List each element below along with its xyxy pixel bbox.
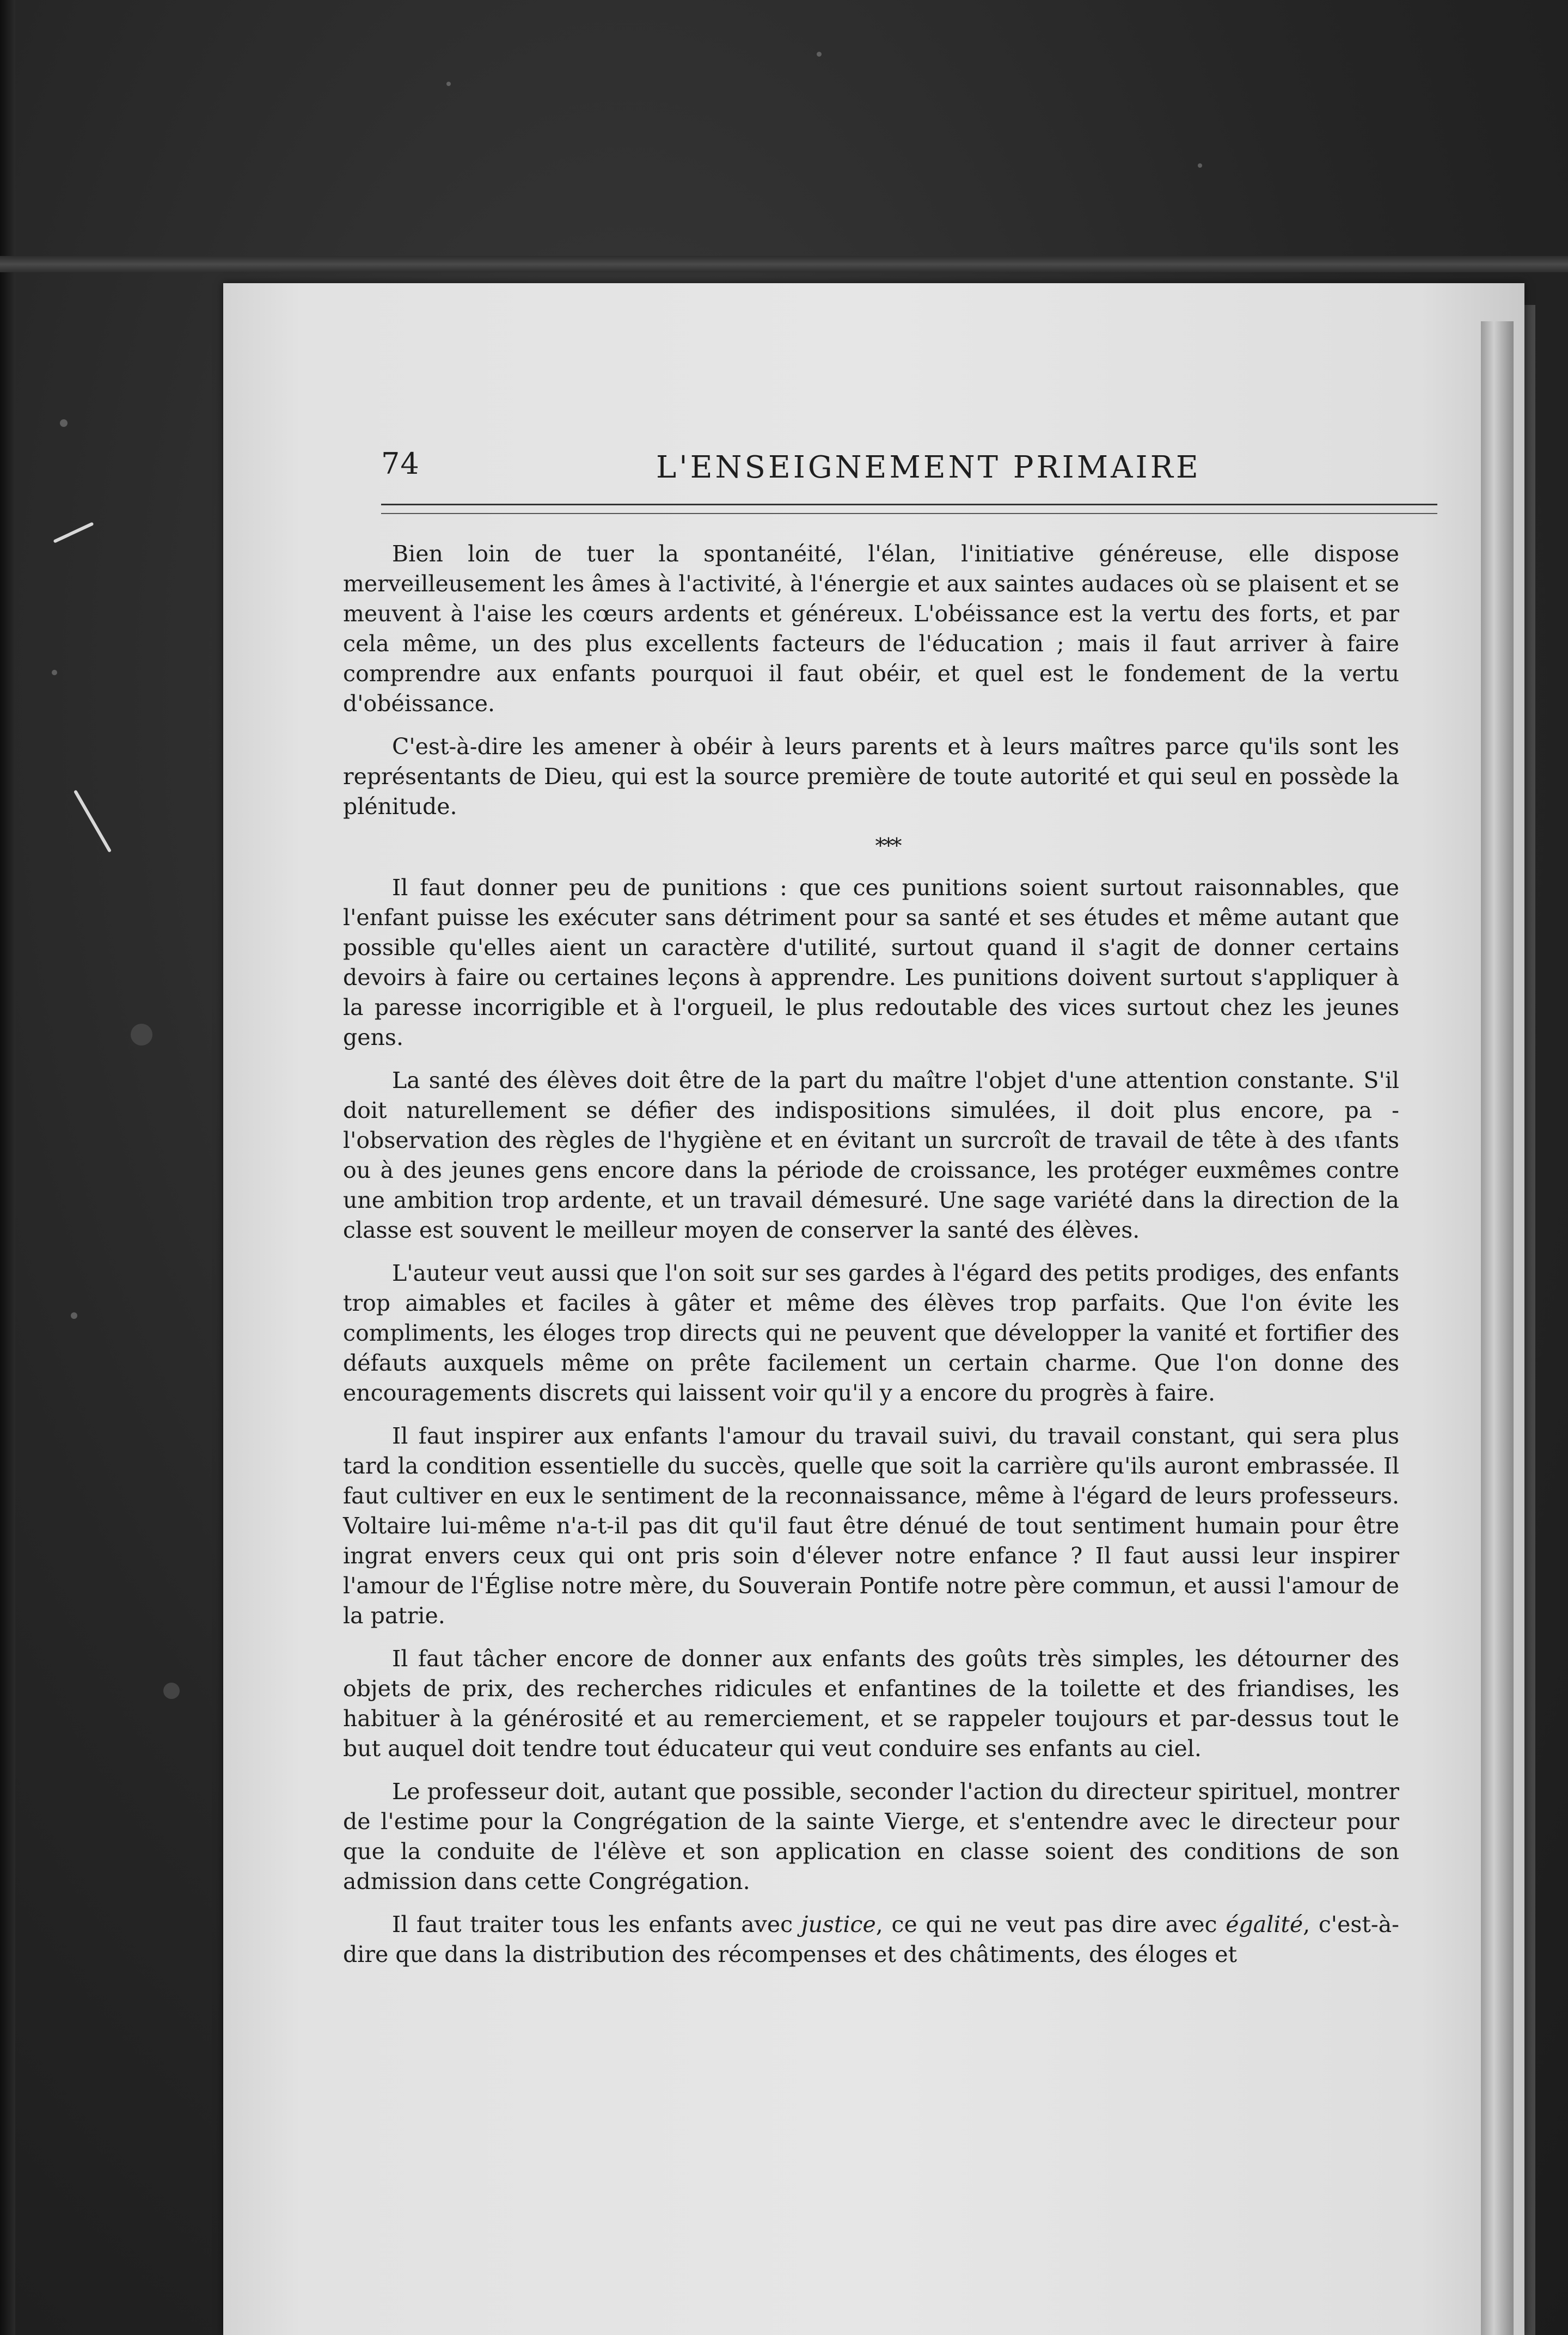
page-edge bbox=[1481, 321, 1514, 2335]
paragraph: L'auteur veut aussi que l'on soit sur ses gardes à l'égard des petits prodiges, des enfants trop aimables et faciles à gâter et même des élèves trop parfaits. Que l'on évite les compliments, les éloges trop directs qui ne peuvent que développer la vanité et fortifier des défauts auxquels même on prête facilement un certain charme. Que l'on donne des encouragements discrets qui laissent voir qu'il y a encore du progrès à faire. bbox=[343, 1260, 1399, 1406]
dust-speck bbox=[163, 1683, 180, 1699]
paragraph: Le professeur doit, autant que possible, seconder l'action du directeur spirituel, montrer de l'estime pour la Congrégation de la sainte Vierge, et s'entendre avec le directeur pour que la conduite de l'élève et son application en classe soient des conditions de son admission dans cette Congrégation. bbox=[343, 1778, 1399, 1894]
scanner-top-edge bbox=[0, 256, 1568, 272]
emphasis-egalite: égalité bbox=[1226, 1911, 1303, 1937]
dust-speck bbox=[1198, 163, 1202, 168]
paragraph: C'est-à-dire les amener à obéir à leurs parents et à leurs maîtres parce qu'ils sont les représentants de Dieu, qui est la source première de toute autorité et qui seul en possède la plénitude. bbox=[343, 733, 1399, 820]
scanner-left-edge bbox=[0, 0, 15, 2335]
dust-speck bbox=[446, 82, 451, 86]
emphasis-justice: justice bbox=[801, 1911, 876, 1937]
header-rule bbox=[381, 504, 1437, 514]
paragraph: Il faut donner peu de punitions : que ces punitions soient surtout raisonnables, que l'enfant puisse les exécuter sans détriment pour sa santé et ses études et même autant que possible qu'elles aient un caractère d'utilité, surtout quand il s'agit de donner certains devoirs à faire ou certaines leçons à apprendre. Les punitions doivent surtout s'appliquer à la paresse incorrigible et à l'orgueil, le plus redoutable des vices surtout chez les jeunes gens. bbox=[343, 875, 1399, 1050]
paragraph: La santé des élèves doit être de la part du maître l'objet d'une attention constante. S'il doit naturellement se défier des indispositions simulées, il doit plus encore, pa - l'observation des règles de l'hygiène et en évitant un surcroît de travail de tête à des ɩfants ou à des jeunes gens encore dans la période de croissance, les protéger euxmêmes contre une ambition trop ardente, et un travail démesuré. Une sage variété dans la direction de la classe est souvent le meilleur moyen de conserver la santé des élèves. bbox=[343, 1067, 1399, 1243]
film-scratch bbox=[53, 522, 94, 543]
text-run: , c'est-à-dire que dans la distribution des récompenses et des châtiments, des éloges et bbox=[343, 1911, 1400, 1967]
film-scratch bbox=[74, 790, 112, 853]
text-run: , ce qui ne veut pas dire avec bbox=[875, 1911, 1226, 1937]
body-text bbox=[343, 539, 1399, 1983]
paragraph: Il faut tâcher encore de donner aux enfants des goûts très simples, les détourner des objets de prix, des recherches ridicules et enfantines de la toilette et des friandises, les habituer à la générosité et au remerciement, et se rappeler toujours et par-dessus tout le but auquel doit tendre tout éducateur qui veut conduire ses enfants au ciel. bbox=[343, 1646, 1399, 1762]
dust-speck bbox=[52, 670, 57, 675]
page-number: 74 bbox=[381, 447, 420, 481]
dust-speck bbox=[131, 1024, 152, 1046]
page-header bbox=[381, 447, 1437, 496]
dust-speck bbox=[71, 1312, 77, 1319]
section-separator: *** bbox=[875, 834, 900, 858]
dust-speck bbox=[817, 52, 822, 57]
paragraph: Bien loin de tuer la spontanéité, l'élan, l'initiative généreuse, elle dispose merveilleusement les âmes à l'activité, à l'énergie et aux saintes audaces où se plaisent et se meuvent à l'aise les cœurs ardents et généreux. L'obéissance est la vertu des forts, et par cela même, un des plus excellents facteurs de l'éducation ; mais il faut arriver à faire comprendre aux enfants pourquoi il faut obéir, et quel est le fondement de la vertu d'obéissance. bbox=[343, 541, 1399, 717]
text-run: Il faut traiter tous les enfants avec bbox=[392, 1911, 801, 1937]
dust-speck bbox=[60, 419, 68, 427]
paragraph: Il faut inspirer aux enfants l'amour du travail suivi, du travail constant, qui sera plus tard la condition essentielle du succès, quelle que soit la carrière qu'ils auront embrassée. Il faut cultiver en eux le sentiment de la reconnaissance, même à l'égard de leurs professeurs. Voltaire lui-même n'a-t-il pas dit qu'il faut être dénué de tout sentiment humain pour être ingrat envers ceux qui ont pris soin d'élever notre enfance ? Il faut aussi leur inspirer l'amour de l'Église notre mère, du Souverain Pontife notre père commun, et aussi l'amour de la patrie. bbox=[343, 1423, 1399, 1629]
running-head: L'ENSEIGNEMENT PRIMAIRE bbox=[656, 450, 1201, 485]
paragraph-last bbox=[343, 1910, 1399, 1970]
